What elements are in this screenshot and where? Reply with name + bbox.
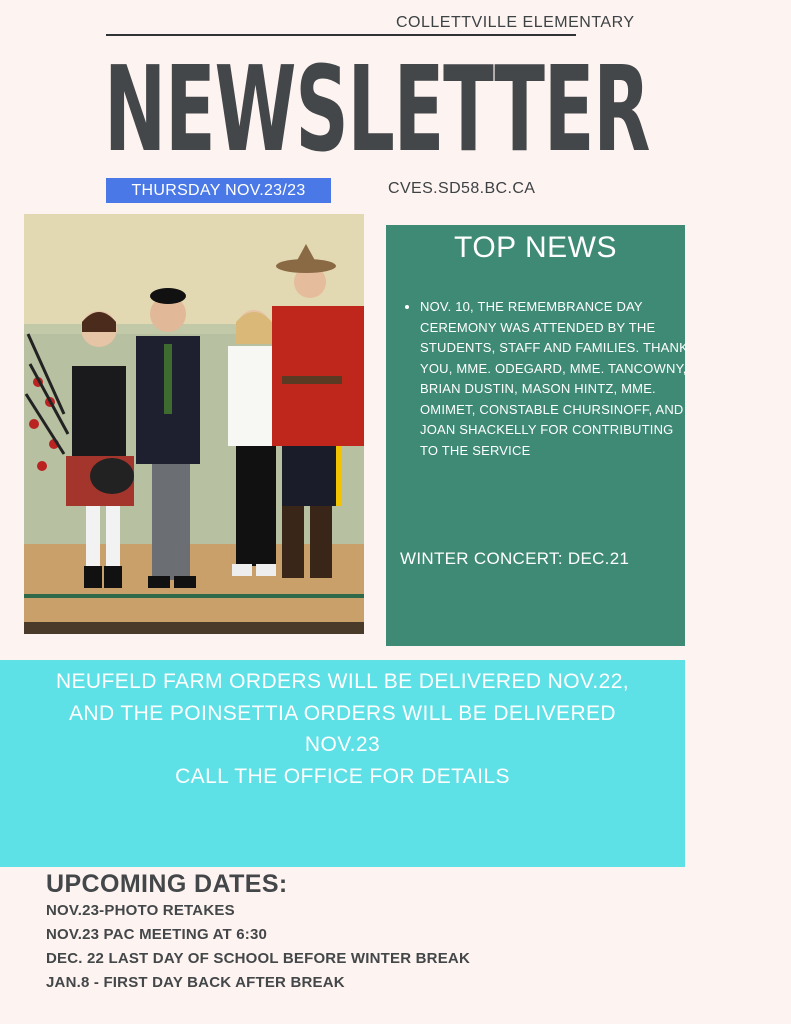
upcoming-heading: UPCOMING DATES: [46, 870, 288, 898]
top-news-list [400, 297, 690, 461]
newsletter-title: NEWSLETTER [104, 40, 650, 178]
announcement-line: NEUFELD FARM ORDERS WILL BE DELIVERED NOV.22, [55, 670, 630, 693]
date-badge: THURSDAY NOV.23/23 [106, 178, 331, 203]
announcement-line: NOV.23 [304, 733, 381, 756]
top-news-panel [386, 225, 689, 646]
photo-illustration [24, 214, 364, 634]
upcoming-item: JAN.8 - FIRST DAY BACK AFTER BREAK [46, 974, 345, 991]
winter-concert-note: WINTER CONCERT: DEC.21 [400, 549, 630, 568]
school-website: CVES.SD58.BC.CA [388, 180, 536, 197]
header-rule [106, 34, 576, 36]
school-name: COLLETTVILLE ELEMENTARY [396, 14, 635, 31]
upcoming-item: NOV.23 PAC MEETING AT 6:30 [46, 926, 268, 943]
upcoming-dates [46, 870, 470, 995]
upcoming-item: NOV.23-PHOTO RETAKES [46, 902, 235, 919]
upcoming-item: DEC. 22 LAST DAY OF SCHOOL BEFORE WINTER BREAK [46, 950, 470, 967]
remembrance-day-photo [24, 214, 364, 634]
announcement-line: CALL THE OFFICE FOR DETAILS [175, 764, 510, 788]
announcement-line: AND THE POINSETTIA ORDERS WILL BE DELIVERED [69, 701, 616, 725]
top-news-item: • NOV. 10, THE REMEMBRANCE DAY CEREMONY WAS ATTENDED BY THE STUDENTS, STAFF AND FAMILIES. THANK YOU, MME. ODEGARD, MME. TANCOWNY, BRIAN DUSTIN, MASON HINTZ, MME. OMIMET, CONSTABLE CHURSINOFF, AND JOAN SHACKELLY FOR CONTRIBUTING TO THE SERVICE [420, 297, 690, 461]
orders-announcement [0, 660, 685, 867]
top-news-heading: TOP NEWS [454, 231, 617, 264]
